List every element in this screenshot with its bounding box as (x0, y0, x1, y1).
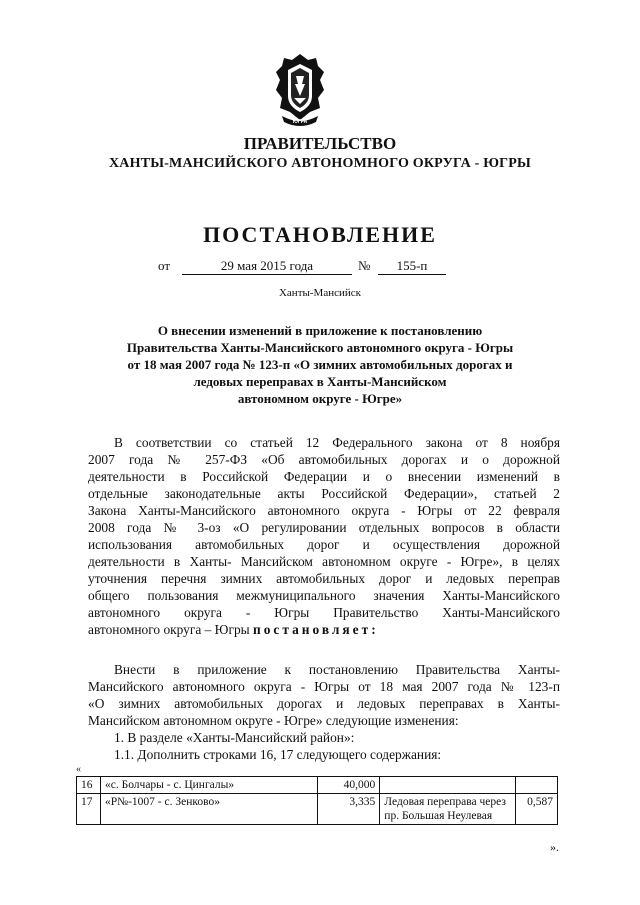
body-line: 1. В разделе «Ханты-Мансийский район»: (114, 730, 355, 745)
document-number: 155-п (378, 258, 446, 275)
preamble-line: деятельности в Ханты- Мансийском автономном округе - Югре», в целях (88, 554, 560, 569)
subject-line: от 18 мая 2007 года № 123-п «О зимних автомобильных дорогах и (127, 357, 513, 372)
road-name: «Р№-1007 - с. Зенково» (100, 794, 317, 825)
preamble-last-line: автономного округа – Югры (88, 622, 250, 637)
document-city: Ханты-Мансийск (278, 287, 361, 299)
body-line: Мансийском автономном округе - Югре» следующие изменения: (88, 713, 459, 728)
body-line: «О зимних автомобильных дорогах и ледовых переправах в Ханты- (88, 696, 560, 711)
crossing-length: 0,587 (516, 794, 558, 825)
date-number-line (0, 258, 640, 276)
crossing-name (380, 777, 516, 794)
subject-line: автономном округе - Югре» (237, 391, 403, 406)
number-prefix: № (358, 258, 371, 273)
preamble-line: В соответствии со статьей 12 Федерального закона от 8 ноября (114, 435, 560, 450)
preamble-paragraph (88, 434, 560, 638)
subject-line: Правительства Ханты-Мансийского автономного округа - Югры (126, 340, 514, 355)
document-date: 29 мая 2015 года (182, 258, 352, 275)
quote-open-mark: « (76, 764, 81, 775)
preamble-line: Закона Ханты-Мансийского автономного округа - Югры от 22 февраля (88, 503, 560, 518)
khmao-coat-of-arms-icon (272, 52, 328, 128)
body-line: Мансийского автономного округа - Югры от 18 мая 2007 года № 123-п (88, 679, 560, 694)
preamble-line: автономного округа - Югры Правительство Ханты-Мансийского (88, 605, 560, 620)
preamble-line: общего пользования межмуниципального значения Ханты-Мансийского (88, 588, 560, 603)
document-subject (86, 322, 554, 407)
government-title: ПРАВИТЕЛЬСТВО (243, 134, 397, 153)
subject-line: О внесении изменений в приложение к постановлению (157, 323, 483, 338)
road-name: «с. Болчары - с. Цингалы» (100, 777, 317, 794)
row-number: 17 (77, 794, 101, 825)
preamble-line: деятельности в Российской Федерации и о внесении изменений в (88, 469, 560, 484)
preamble-line: 2007 года № 257-ФЗ «Об автомобильных дорогах и о дорожной (88, 452, 560, 467)
table-row (77, 777, 558, 794)
table-row (77, 794, 558, 825)
preamble-line: отдельные законодательные акты Российской Федерации», статьей 2 (88, 486, 560, 501)
preamble-line: использования автомобильных дорог и осуществления дорожной (88, 537, 560, 552)
subject-line: ледовых переправах в Ханты-Мансийском (193, 374, 447, 389)
preamble-line: уточнения перечня зимних автомобильных дорог и ледовых переправ (88, 571, 560, 586)
decree-word: постановляет: (253, 622, 379, 637)
row-number: 16 (77, 777, 101, 794)
insertion-table (76, 776, 558, 825)
preamble-line: 2008 года № 3-оз «О регулировании отдельных вопросов в области (88, 520, 560, 535)
svg-text:ЮГРА: ЮГРА (292, 119, 308, 125)
road-length: 40,000 (318, 777, 380, 794)
quote-close-mark: ». (550, 840, 559, 854)
body-line: Внести в приложение к постановлению Правительства Ханты- (114, 662, 560, 677)
road-length: 3,335 (318, 794, 380, 825)
body-line: 1.1. Дополнить строками 16, 17 следующего содержания: (114, 747, 442, 762)
date-prefix: от (158, 258, 171, 273)
document-type: ПОСТАНОВЛЕНИЕ (203, 222, 437, 247)
crossing-name: Ледовая переправа через пр. Большая Неулевая (380, 794, 516, 825)
body-paragraph (88, 661, 560, 763)
preamble-line (88, 621, 560, 638)
crossing-length (516, 777, 558, 794)
government-subtitle: ХАНТЫ-МАНСИЙСКОГО АВТОНОМНОГО ОКРУГА - ЮГРЫ (109, 156, 531, 171)
